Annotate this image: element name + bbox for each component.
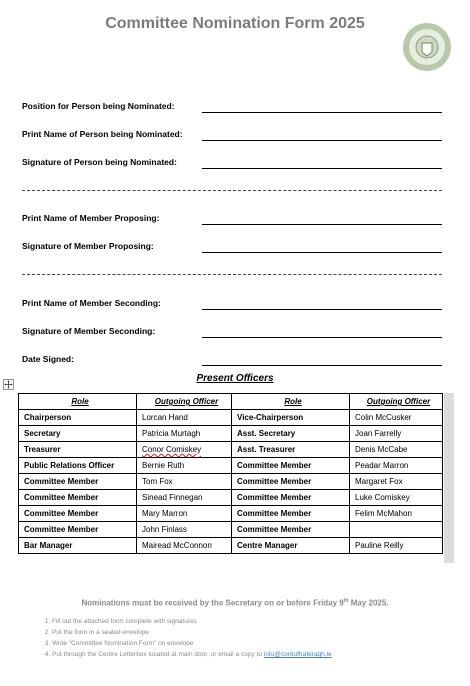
date-signed-field [22,354,442,368]
officer-cell: John Finlass [137,522,232,538]
role-cell: Asst. Secretary [232,426,350,442]
role-cell: Secretary [19,426,137,442]
officer-cell: Peadar Marron [350,458,443,474]
deadline-notice-end: May 2025. [348,598,389,608]
date-signed-label: Date Signed: [22,354,74,364]
spellcheck-flagged-text: Conor Comiskey [142,445,202,454]
proposer-name-label: Print Name of Member Proposing: [22,213,160,223]
role-cell: Committee Member [232,506,350,522]
officer-cell: Tom Fox [137,474,232,490]
seconder-signature-input-line[interactable] [202,337,442,338]
list-item-text: Put through the Centre Letterbox located at main door, or email a copy to [52,651,264,658]
date-signed-input-line[interactable] [202,365,442,366]
officer-cell: Margaret Fox [350,474,443,490]
table-header-cell: Outgoing Officer [137,394,232,410]
proposer-signature-field [22,241,442,255]
role-cell: Public Relations Officer [19,458,137,474]
list-item: 1. Fill out the attached form complete with signatures [52,616,470,627]
officer-cell: Mairead McConnon [137,538,232,554]
officer-cell: Sinead Finnegan [137,490,232,506]
role-cell: Committee Member [232,474,350,490]
list-item: 3. Write “Committee Nomination Form” on envelope [52,638,470,649]
deadline-notice-text: Nominations must be received by the Secretary on or before Friday 9 [81,598,344,608]
present-officers-table [18,393,443,554]
table-row [19,410,443,426]
role-cell: Treasurer [19,442,137,458]
nominee-signature-field [22,157,442,171]
table-header-cell: Role [19,394,137,410]
role-cell: Chairperson [19,410,137,426]
officer-cell: Mary Marron [137,506,232,522]
form-title: Committee Nomination Form 2025 [105,15,365,32]
table-row [19,426,443,442]
table-header-cell: Outgoing Officer [350,394,443,410]
role-cell: Committee Member [232,522,350,538]
role-cell: Committee Member [19,522,137,538]
proposer-name-input-line[interactable] [202,224,442,225]
proposer-signature-label: Signature of Member Proposing: [22,241,154,251]
officer-cell: Joan Farrelly [350,426,443,442]
nominee-name-input-line[interactable] [202,140,442,141]
officer-cell: Felim McMahon [350,506,443,522]
table-row [19,538,443,554]
seconder-name-field [22,298,442,312]
club-crest-logo [402,22,452,72]
role-cell: Committee Member [19,490,137,506]
position-input-line[interactable] [202,112,442,113]
proposer-signature-input-line[interactable] [202,252,442,253]
instructions-list [38,616,470,660]
role-cell: Asst. Treasurer [232,442,350,458]
proposer-name-field [22,213,442,227]
table-header-row [19,394,443,410]
officer-cell [350,522,443,538]
officer-cell: Luke Comiskey [350,490,443,506]
nominee-signature-label: Signature of Person being Nominated: [22,157,177,167]
table-header-cell: Role [232,394,350,410]
seconder-name-input-line[interactable] [202,309,442,310]
role-cell: Committee Member [232,490,350,506]
email-link[interactable]: info@corduffraferagh.ie [263,651,332,658]
table-row [19,458,443,474]
officer-cell: Colin McCusker [350,410,443,426]
table-title: Present Officers [196,373,274,384]
nominee-signature-input-line[interactable] [202,168,442,169]
role-cell: Committee Member [19,474,137,490]
role-cell: Vice-Chairperson [232,410,350,426]
table-row [19,522,443,538]
officer-cell: Bernie Ruth [137,458,232,474]
position-field [22,101,442,115]
list-item: 2. Put the form in a sealed envelope [52,627,470,638]
seconder-name-label: Print Name of Member Seconding: [22,298,161,308]
deadline-notice [0,598,470,608]
table-row [19,490,443,506]
seconder-signature-field [22,326,442,340]
section-divider [22,274,442,275]
table-row [19,474,443,490]
position-label: Position for Person being Nominated: [22,101,175,111]
officer-cell: Lorcan Hand [137,410,232,426]
ordinal-suffix: th [343,598,349,604]
table-row [19,506,443,522]
table-row [19,442,443,458]
role-cell: Committee Member [232,458,350,474]
role-cell: Committee Member [19,506,137,522]
officer-cell: Patricia Murtagh [137,426,232,442]
role-cell: Bar Manager [19,538,137,554]
officer-cell [137,442,232,458]
officer-cell: Denis McCabe [350,442,443,458]
officer-cell: Pauline Reilly [350,538,443,554]
list-item [52,649,470,660]
table-row-selection-bar[interactable] [444,393,454,563]
role-cell: Centre Manager [232,538,350,554]
seconder-signature-label: Signature of Member Seconding: [22,326,156,336]
nominee-name-field [22,129,442,143]
section-divider [22,190,442,191]
nominee-name-label: Print Name of Person being Nominated: [22,129,183,139]
